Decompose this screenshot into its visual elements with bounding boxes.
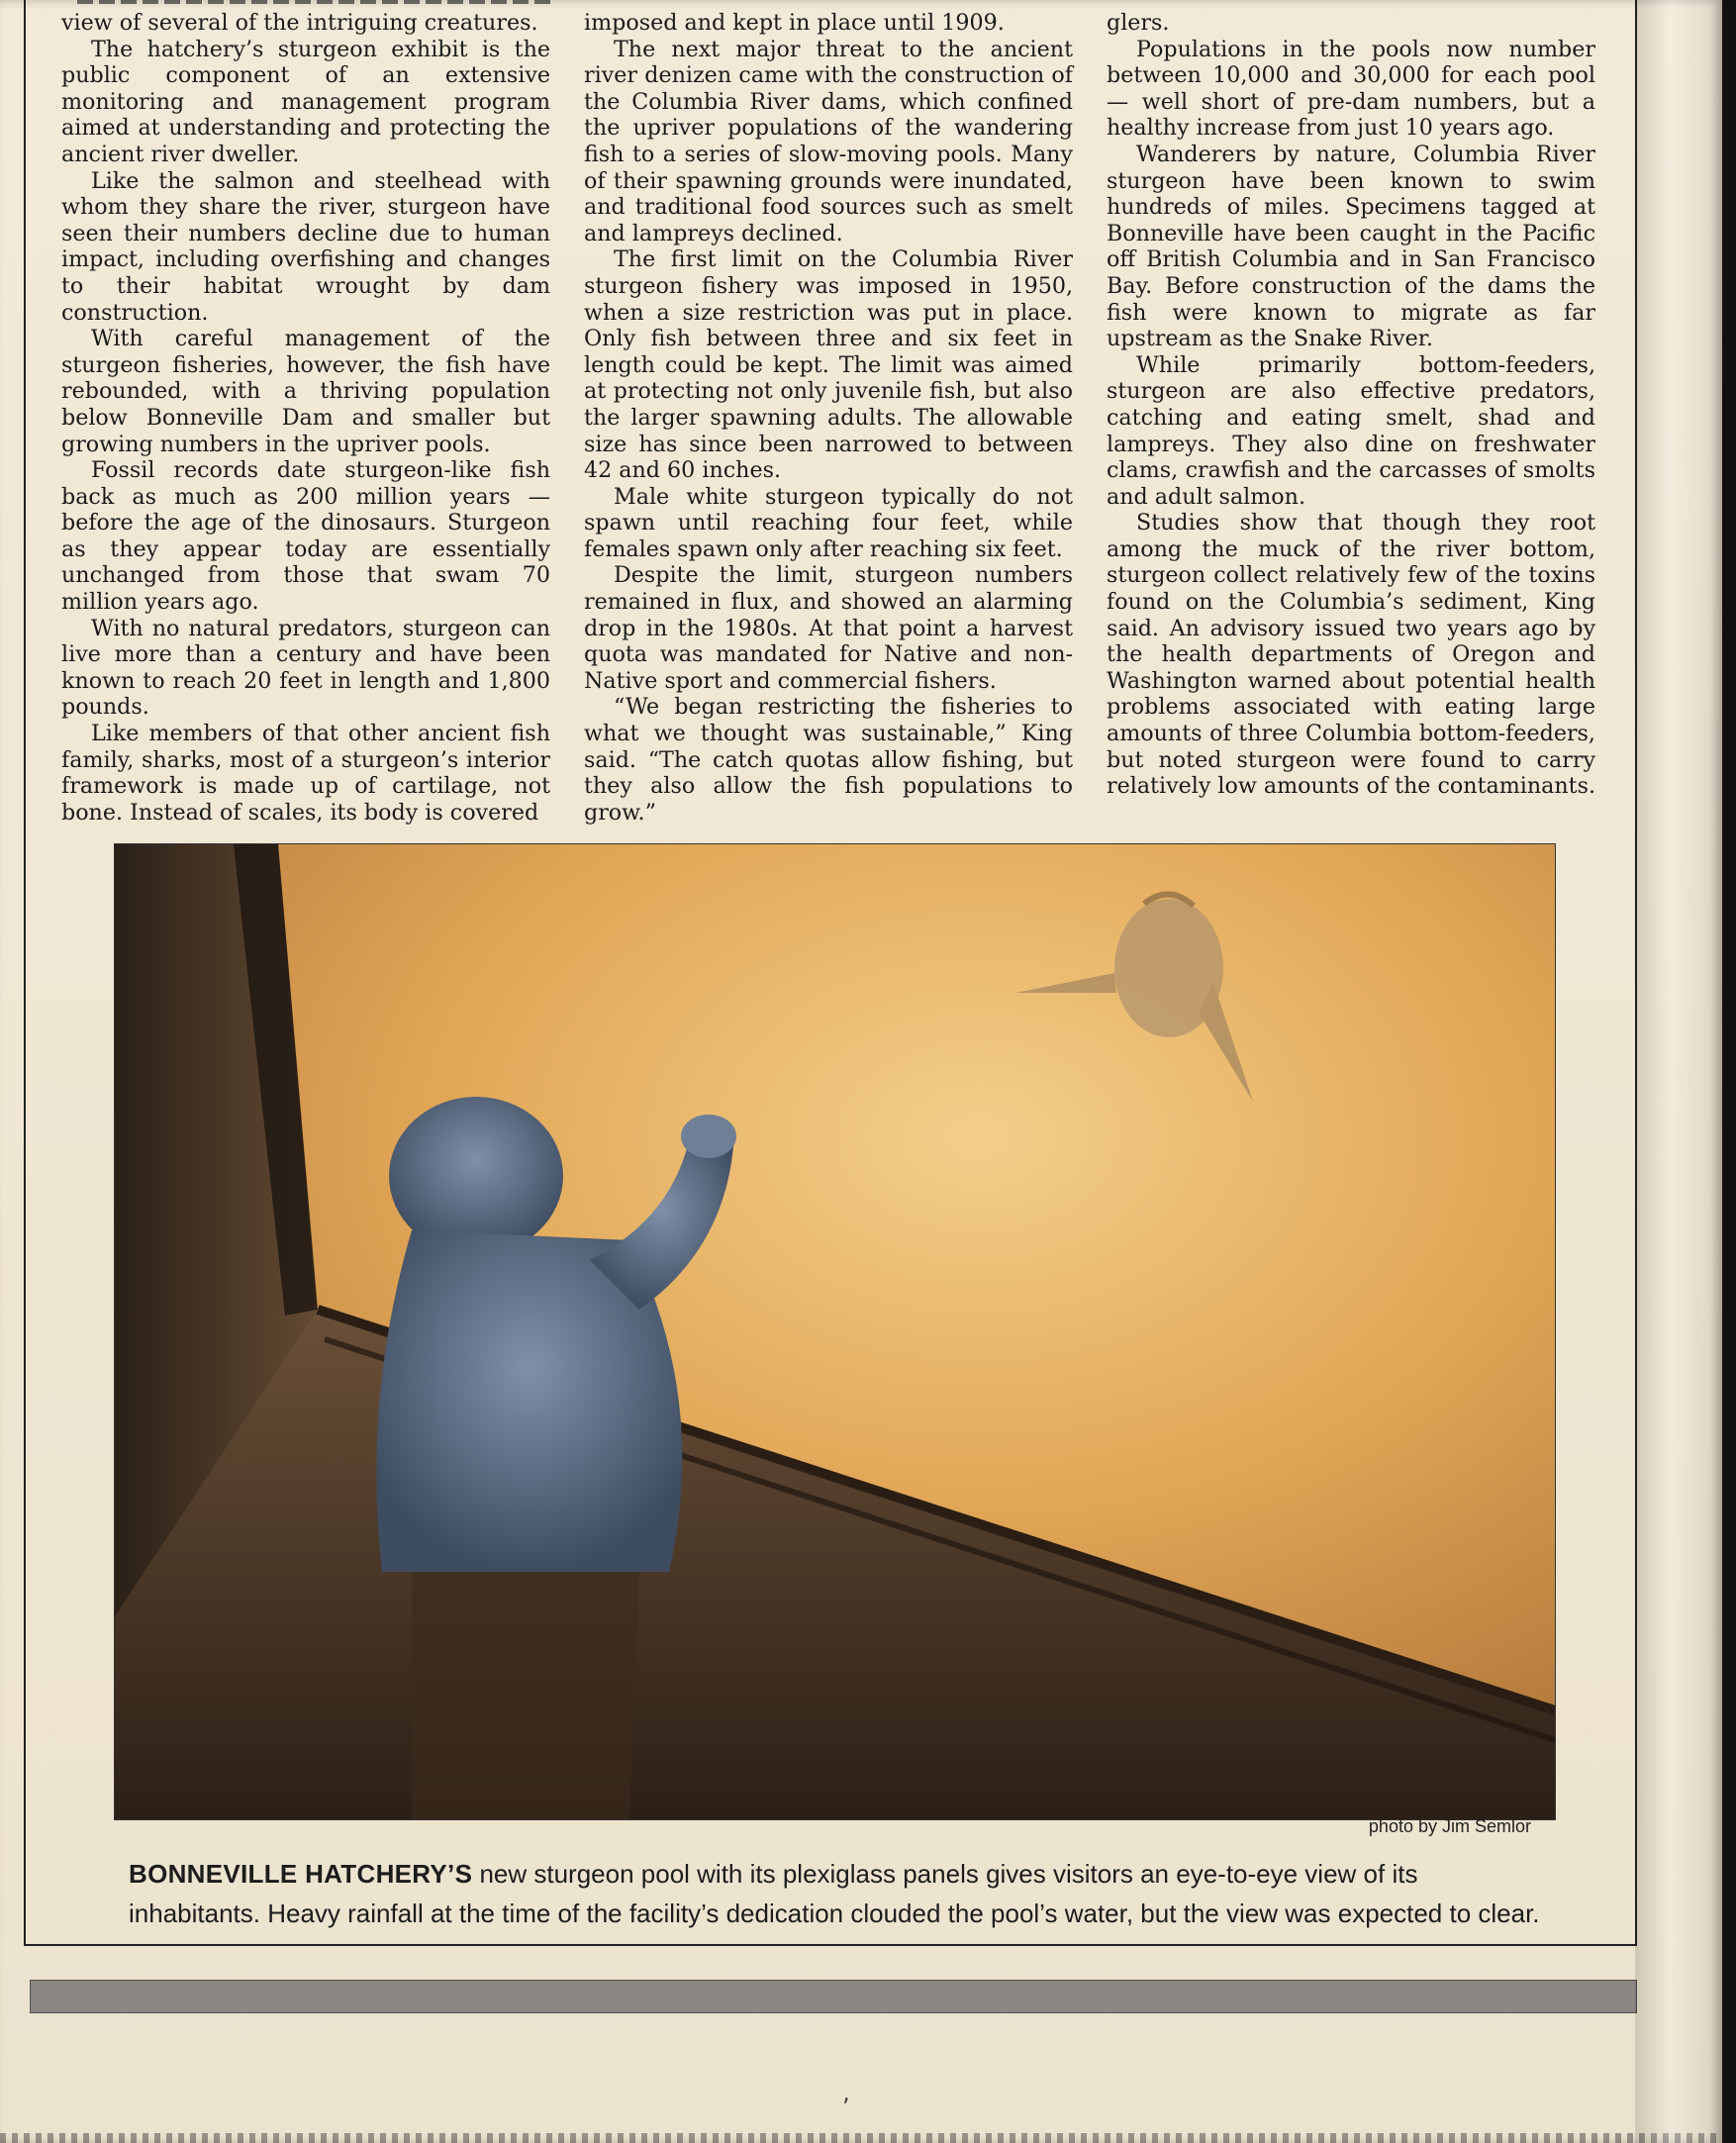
- article-paragraph: Fossil records date sturgeon-like fish back as much as 200 million years — before the age of the dinosaurs. Sturgeon as they appear today are essentially unchanged from those that swam 70 million years ago.: [61, 457, 550, 616]
- caption-body: new sturgeon pool with its plexiglass panels gives visitors an eye-to-eye view of its inhabitants. Heavy rainfall at the time of the facility’s dedication clouded the pool’s water, but the view was expected to clear.: [129, 1859, 1540, 1928]
- article-paragraph: Like members of that other ancient fish family, sharks, most of a sturgeon’s interior framework is made up of cartilage, not bone. Instead of scales, its body is covered: [61, 721, 550, 826]
- article-paragraph: “We began restricting the fisheries to what we thought was sustainable,” King said. “The catch quotas allow fishing, but they also allow the fish populations to grow.”: [584, 694, 1073, 826]
- article-paragraph: Studies show that though they root among the muck of the river bottom, sturgeon collect relatively few of the toxins found on the Columbia’s sediment, King said. An advisory issued two years ago by the health departments of Oregon and Washington warned about potential health problems associated with eating large amounts of three Columbia bottom-feeders, but noted sturgeon were found to carry relatively low amounts of the contaminants.: [1107, 510, 1596, 800]
- article-paragraph: With careful management of the sturgeon fisheries, however, the fish have rebounded, with a thriving population below Bonneville Dam and smaller but growing numbers in the upriver pools.: [61, 326, 550, 457]
- bottom-edge-marks: [0, 2133, 1722, 2143]
- article-paragraph: Despite the limit, sturgeon numbers remained in flux, and showed an alarming drop in the 1980s. At that point a harvest quota was mandated for Native and non-Native sport and commercial fishers.: [584, 562, 1073, 694]
- sturgeon-pool-photo: [114, 843, 1556, 1820]
- photo-caption: [129, 1854, 1554, 1933]
- section-divider-bar: [30, 1980, 1637, 2013]
- photo-illustration: [115, 844, 1555, 1819]
- article-paragraph: glers.: [1107, 10, 1170, 36]
- article-paragraph: Populations in the pools now number between 10,000 and 30,000 for each pool — well short of pre-dam numbers, but a healthy increase from just 10 years ago.: [1107, 36, 1595, 142]
- column-1: [61, 10, 550, 826]
- photo-credit: photo by Jim Semlor: [1368, 1816, 1531, 1836]
- page-fold-shadow: [1635, 0, 1722, 2143]
- article-paragraph: view of several of the intriguing creatures.: [61, 10, 538, 36]
- article-paragraph: With no natural predators, sturgeon can live more than a century and have been known to reach 20 feet in length and 1,800 pounds.: [61, 615, 550, 721]
- article-paragraph: While primarily bottom-feeders, sturgeon are also effective predators, catching and eating smelt, shad and lampreys. They also dine on freshwater clams, crawfish and the carcasses of smolts and adult salmon.: [1107, 351, 1595, 510]
- page-fold-mark: ‚: [842, 2079, 850, 2106]
- article-paragraph: Like the salmon and steelhead with whom they share the river, sturgeon have seen their numbers decline due to human impact, including overfishing and changes to their habitat wrought by dam construction.: [61, 167, 550, 326]
- article-paragraph: imposed and kept in place until 1909.: [584, 10, 1005, 36]
- article-columns: [61, 10, 1615, 826]
- article-paragraph: Male white sturgeon typically do not spawn until reaching four feet, while females spawn only after reaching six feet.: [584, 483, 1073, 562]
- article-paragraph: Wanderers by nature, Columbia River sturgeon have been known to swim hundreds of miles. Specimens tagged at Bonneville have been caught in the Pacific off British Columbia and in San Francisco Bay. Before construction of the dams the fish were known to migrate as far upstream as the Snake River.: [1107, 141, 1595, 352]
- article-paragraph: The first limit on the Columbia River sturgeon fishery was imposed in 1950, when a size restriction was put in place. Only fish between three and six feet in length could be kept. The limit was aimed at protecting not only juvenile fish, but also the larger spawning adults. The allowable size has since been narrowed to between 42 and 60 inches.: [584, 246, 1073, 484]
- article-paragraph: The next major threat to the ancient river denizen came with the construction of the Columbia River dams, which confined the upriver populations of the wandering fish to a series of slow-moving pools. Many of their spawning grounds were inundated, and traditional food sources such as smelt and lampreys declined.: [584, 36, 1073, 246]
- caption-lead: BONNEVILLE HATCHERY’S: [129, 1859, 473, 1889]
- column-3: [1107, 10, 1595, 802]
- article-paragraph: The hatchery’s sturgeon exhibit is the public component of an extensive monitoring and management program aimed at understanding and protecting the ancient river dweller.: [61, 36, 550, 167]
- column-2: [584, 10, 1073, 826]
